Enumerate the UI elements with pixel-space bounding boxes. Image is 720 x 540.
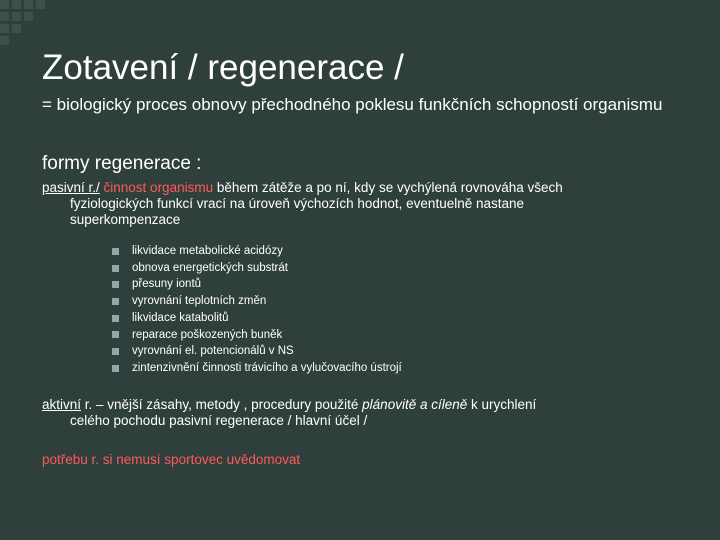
list-item-text: vyrovnání el. potencionálů v NS: [132, 345, 294, 358]
active-line-1: [42, 397, 682, 413]
list-item: [112, 293, 402, 310]
square-bullet-icon: [112, 331, 119, 338]
active-text-a: r. – vnější zásahy, metody , procedury použité: [81, 397, 363, 412]
active-italic-phrase: plánovitě a cíleně: [362, 397, 468, 412]
list-item-text: přesuny iontů: [132, 278, 202, 291]
regeneration-effects-list: [112, 243, 402, 377]
passive-line-1-rest: během zátěže a po ní, kdy se vychýlená rovnováha všech: [213, 180, 563, 195]
list-item: [112, 343, 402, 360]
square-bullet-icon: [112, 248, 119, 255]
list-item-text: likvidace metabolické acidózy: [132, 245, 283, 257]
list-item-text: reparace poškozených buněk: [132, 328, 283, 341]
note-text: potřebu r. si nemusí sportovec uvědomovat: [42, 452, 301, 467]
list-item: [112, 243, 402, 260]
list-item-text: likvidace katabolitů: [132, 311, 229, 324]
list-item-text: vyrovnání teplotních změn: [132, 295, 267, 308]
passive-line-2: fyziologických funkcí vrací na úroveň výchozích hodnot, eventuelně nastane: [70, 196, 525, 211]
list-item: [112, 360, 402, 377]
square-bullet-icon: [112, 365, 119, 372]
active-line-2: celého pochodu pasivní regenerace / hlavní účel /: [70, 413, 368, 428]
square-bullet-icon: [112, 315, 119, 322]
corner-decoration: [0, 0, 60, 45]
active-label: aktivní: [42, 397, 82, 412]
square-bullet-icon: [112, 348, 119, 355]
list-item: [112, 260, 402, 277]
passive-label: pasivní r./: [42, 180, 100, 195]
active-regeneration-paragraph: [42, 397, 682, 429]
slide-title: Zotavení / regenerace /: [42, 48, 404, 87]
passive-highlight: činnost organismu: [99, 180, 214, 195]
passive-line-1: [42, 180, 682, 196]
square-bullet-icon: [112, 281, 119, 288]
list-item: [112, 310, 402, 327]
square-bullet-icon: [112, 265, 119, 272]
forms-heading: formy regenerace :: [42, 153, 202, 174]
list-item-text: zintenzivnění činnosti trávicího a vylučovacího ústrojí: [132, 361, 402, 374]
list-item: [112, 276, 402, 293]
list-item: [112, 327, 402, 344]
passive-line-3: superkompenzace: [70, 212, 181, 227]
passive-regeneration-paragraph: [42, 180, 682, 228]
definition-text: = biologický proces obnovy přechodného poklesu funkčních schopností organismu: [42, 95, 663, 114]
active-text-b: k urychlení: [467, 397, 537, 412]
square-bullet-icon: [112, 298, 119, 305]
list-item-text: obnova energetických substrát: [132, 261, 288, 274]
